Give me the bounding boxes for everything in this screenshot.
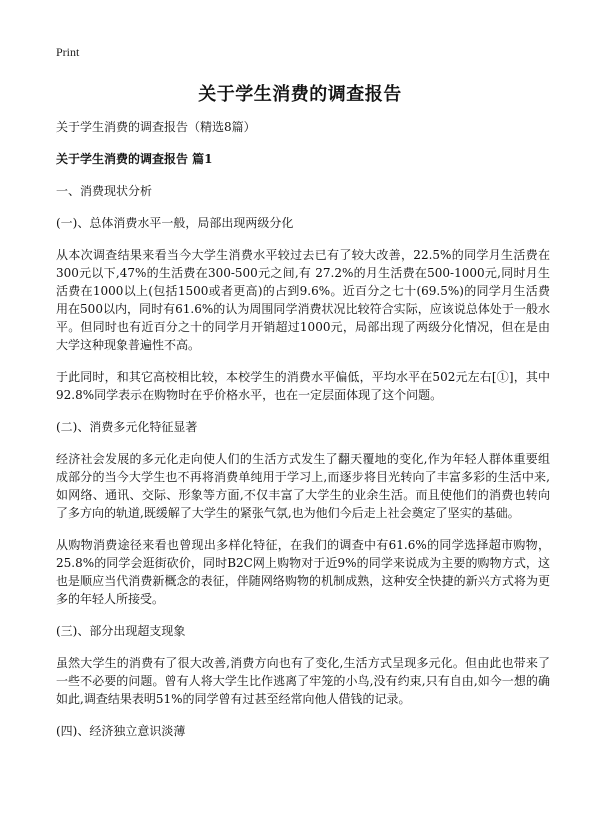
paragraph: 于此同时，和其它高校相比较，本校学生的消费水平偏低，平均水平在502元左右[①]，其中92.8%同学表示在购物时在乎价格水平，也在一定层面体现了这个问题。 bbox=[56, 370, 550, 402]
paragraph: 从本次调查结果来看当今大学生消费水平较过去已有了较大改善，22.5%的同学月生活费在300元以下,47%的生活费在300-500元之间,有 27.2%的月生活费在500-1000元,同时月生活费在1000以上(包括1500或者更高)的占到9.6%。近百分之七十(69.5%)的同学月生活费用在500以内，同时有61.6%的认为周围同学消费状况比较符合实际，应该说总体处于一般水平。但同时也有近百分之十的同学月开销超过1000元，局部出现了两级分化情况，但在是由大学这种现象普遍性不高。 bbox=[56, 248, 550, 352]
paragraph: 从购物消费途径来看也曾现出多样化特征，在我们的调查中有61.6%的同学选择超市购物，25.8%的同学会逛街砍价，同时B2C网上购物对于近9%的同学来说成为主要的购物方式，这也是顺应当代消费新概念的表征，伴随网络购物的机制成熟，这种安全快捷的新兴方式将为更多的年轻人所接受。 bbox=[56, 538, 550, 606]
paragraph: 经济社会发展的多元化走向使人们的生活方式发生了翻天覆地的变化,作为年轻人群体重要组成部分的当今大学生也不再将消费单纯用于学习上,而逐步将目光转向了丰富多彩的生活中来,如网络、通讯、交际、形象等方面,不仅丰富了大学生的业余生活。而且使他们的消费也转向了多方向的轨道,既缓解了大学生的紧张气氛,也为他们今后走上社会奠定了坚实的基础。 bbox=[56, 452, 550, 520]
heading-overall-level: (一)、总体消费水平一般，局部出现两级分化 bbox=[56, 216, 294, 230]
heading-economic-independence: (四)、经济独立意识淡薄 bbox=[56, 724, 186, 738]
heading-overspending: (三)、部分出现超支现象 bbox=[56, 624, 186, 638]
document-body bbox=[56, 118, 550, 754]
heading-consumption-status: 一、消费现状分析 bbox=[56, 184, 153, 198]
section-title: 关于学生消费的调查报告 篇1 bbox=[56, 152, 213, 166]
print-link[interactable]: Print bbox=[56, 45, 80, 59]
heading-diversification: (二)、消费多元化特征显著 bbox=[56, 420, 198, 434]
paragraph: 虽然大学生的消费有了很大改善,消费方向也有了变化,生活方式呈现多元化。但由此也带来了一些不必要的问题。曾有人将大学生比作逃离了牢笼的小鸟,没有约束,只有自由,如今一想的确如此,调查结果表明51%的同学曾有过甚至经常向他人借钱的记录。 bbox=[56, 656, 550, 706]
page-title: 关于学生消费的调查报告 bbox=[198, 84, 402, 105]
document-subtitle: 关于学生消费的调查报告（精选8篇） bbox=[56, 120, 256, 134]
